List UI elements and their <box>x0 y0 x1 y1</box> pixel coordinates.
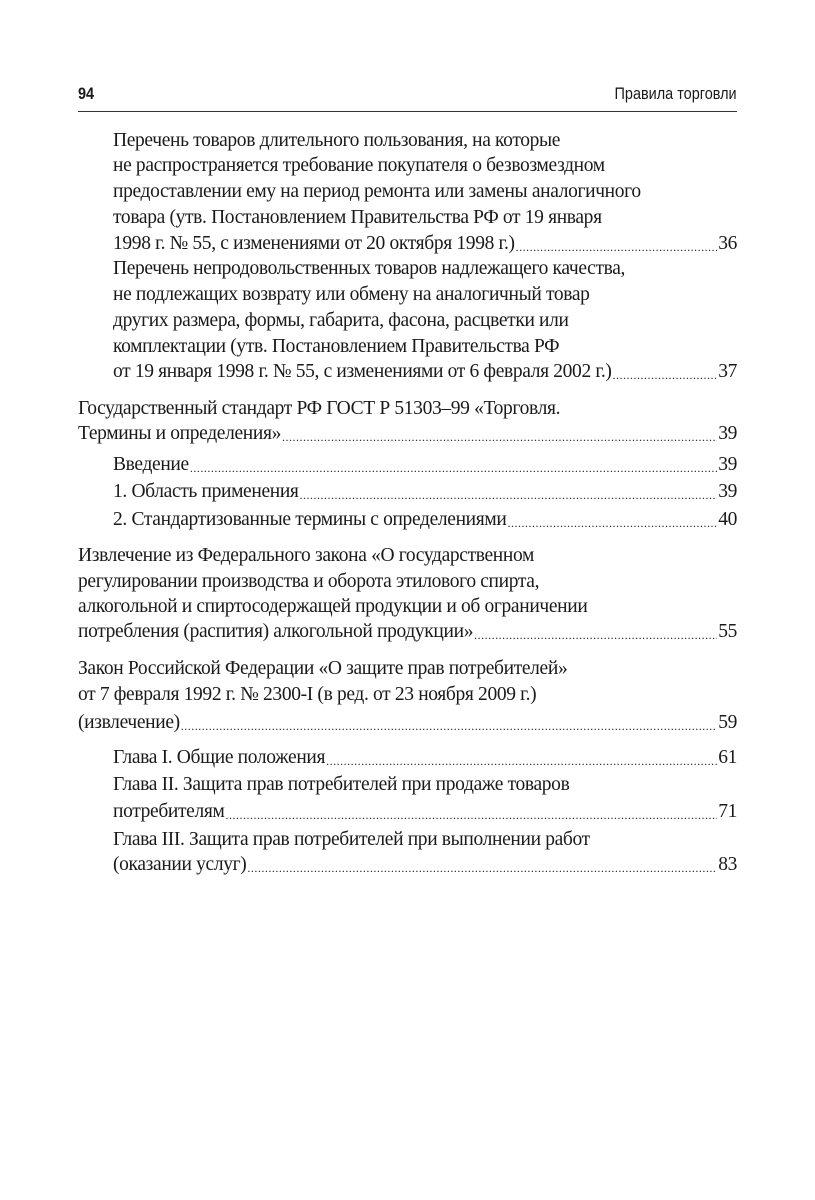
toc-entry-text: Перечень товаров длительного пользования, на которые <box>113 130 561 151</box>
toc-entry-line <box>113 205 602 231</box>
toc-entry-text: не распространяется требование покупателя о безвозмездном <box>113 155 605 176</box>
toc-entry-text: от 19 января 1998 г. № 55, с изменениями от 6 февраля 2002 г.) <box>113 361 612 382</box>
page-number: 94 <box>78 84 95 103</box>
toc-page-number: 37 <box>718 361 737 382</box>
toc-entry-text: (оказании услуг) <box>113 854 247 875</box>
toc-entry-line <box>113 359 737 385</box>
toc-entry-line <box>113 282 590 308</box>
toc-entry-text: Глава II. Защита прав потребителей при продаже товаров <box>113 774 570 795</box>
toc-entry-text: предоставлении ему на период ремонта или замены аналогичного <box>113 181 641 202</box>
dot-leader <box>181 716 717 736</box>
toc-entry-line <box>78 594 587 620</box>
toc-entry-text: Глава I. Общие положения <box>113 747 326 768</box>
toc-entry-line <box>113 827 590 853</box>
dot-leader <box>516 237 718 257</box>
dot-leader <box>282 427 717 447</box>
dot-leader <box>507 513 717 533</box>
toc-entry-line <box>78 396 560 422</box>
toc-entry-text: потребителям <box>113 801 225 822</box>
running-title: Правила торговли <box>614 84 737 103</box>
toc-entry-line <box>113 179 641 205</box>
dot-leader <box>190 458 717 478</box>
toc-entry-line <box>113 852 737 878</box>
toc-page-number: 83 <box>718 854 737 875</box>
toc-page-number: 39 <box>718 423 737 444</box>
toc-entry-text: товара (утв. Постановлением Правительства РФ от 19 января <box>113 207 602 228</box>
toc-entry-line <box>78 569 539 595</box>
toc-entry-line <box>113 452 737 478</box>
toc-entry-text: (извлечение) <box>78 712 180 733</box>
dot-leader <box>225 805 717 825</box>
toc-entry-line <box>78 421 737 447</box>
dot-leader <box>247 858 717 878</box>
toc-page-number: 36 <box>718 233 737 254</box>
toc-entry-text: потребления (распития) алкогольной продукции» <box>78 621 474 642</box>
toc-entry-text: от 7 февраля 1992 г. № 2300-I (в ред. от 23 ноября 2009 г.) <box>78 684 537 705</box>
toc-page-number: 39 <box>718 481 737 502</box>
toc-entry-line <box>113 308 569 334</box>
toc-entry-text: Глава III. Защита прав потребителей при выполнении работ <box>113 829 590 850</box>
toc-entry-line <box>113 153 605 179</box>
toc-entry-line <box>113 334 559 360</box>
toc-entry-line <box>113 507 737 533</box>
toc-entry-text: не подлежащих возврату или обмену на аналогичный товар <box>113 284 590 305</box>
header-rule <box>78 111 737 112</box>
toc-page-number: 55 <box>718 621 737 642</box>
toc-entry-text: других размера, формы, габарита, фасона, расцветки или <box>113 310 569 331</box>
toc-entry-text: Перечень непродовольственных товаров надлежащего качества, <box>113 258 626 279</box>
toc-entry-line <box>113 479 737 505</box>
dot-leader <box>613 365 718 385</box>
toc-entry-text: Государственный стандарт РФ ГОСТ Р 51303–99 «Торговля. <box>78 398 561 419</box>
toc-entry-text: регулировании производства и оборота этилового спирта, <box>78 571 540 592</box>
toc-page-number: 59 <box>718 712 737 733</box>
dot-leader <box>300 485 718 505</box>
toc-entry-text: Извлечение из Федерального закона «О государственном <box>78 545 534 566</box>
toc-page-number: 39 <box>718 454 737 475</box>
dot-leader <box>474 625 717 645</box>
toc-entry-text: Закон Российской Федерации «О защите прав потребителей» <box>78 658 568 679</box>
dot-leader <box>326 751 717 771</box>
toc-entry-text: алкогольной и спиртосодержащей продукции и об ограничении <box>78 596 588 617</box>
toc-entry-text: 2. Стандартизованные термины с определениями <box>113 509 507 530</box>
toc-entry-text: Введение <box>113 454 189 475</box>
toc-entry-text: 1. Область применения <box>113 481 299 502</box>
toc-entry-line <box>78 619 737 645</box>
toc-entry-text: Термины и определения» <box>78 423 281 444</box>
toc-page-number: 40 <box>718 509 737 530</box>
toc-entry-line <box>113 799 737 825</box>
toc-entry-line <box>78 656 567 682</box>
toc-entry-line <box>113 128 560 154</box>
toc-entry-line <box>113 231 737 257</box>
toc-entry-line <box>78 682 536 708</box>
toc-entry-line <box>78 543 534 569</box>
toc-page-number: 61 <box>718 747 737 768</box>
toc-entry-line <box>113 745 737 771</box>
toc-entry-line <box>113 772 569 798</box>
toc-entry-text: комплектации (утв. Постановлением Правительства РФ <box>113 336 560 357</box>
toc-entry-line <box>113 256 625 282</box>
toc-entry-line <box>78 710 737 736</box>
toc-entry-text: 1998 г. № 55, с изменениями от 20 октября 1998 г.) <box>113 233 515 254</box>
toc-page-number: 71 <box>718 801 737 822</box>
